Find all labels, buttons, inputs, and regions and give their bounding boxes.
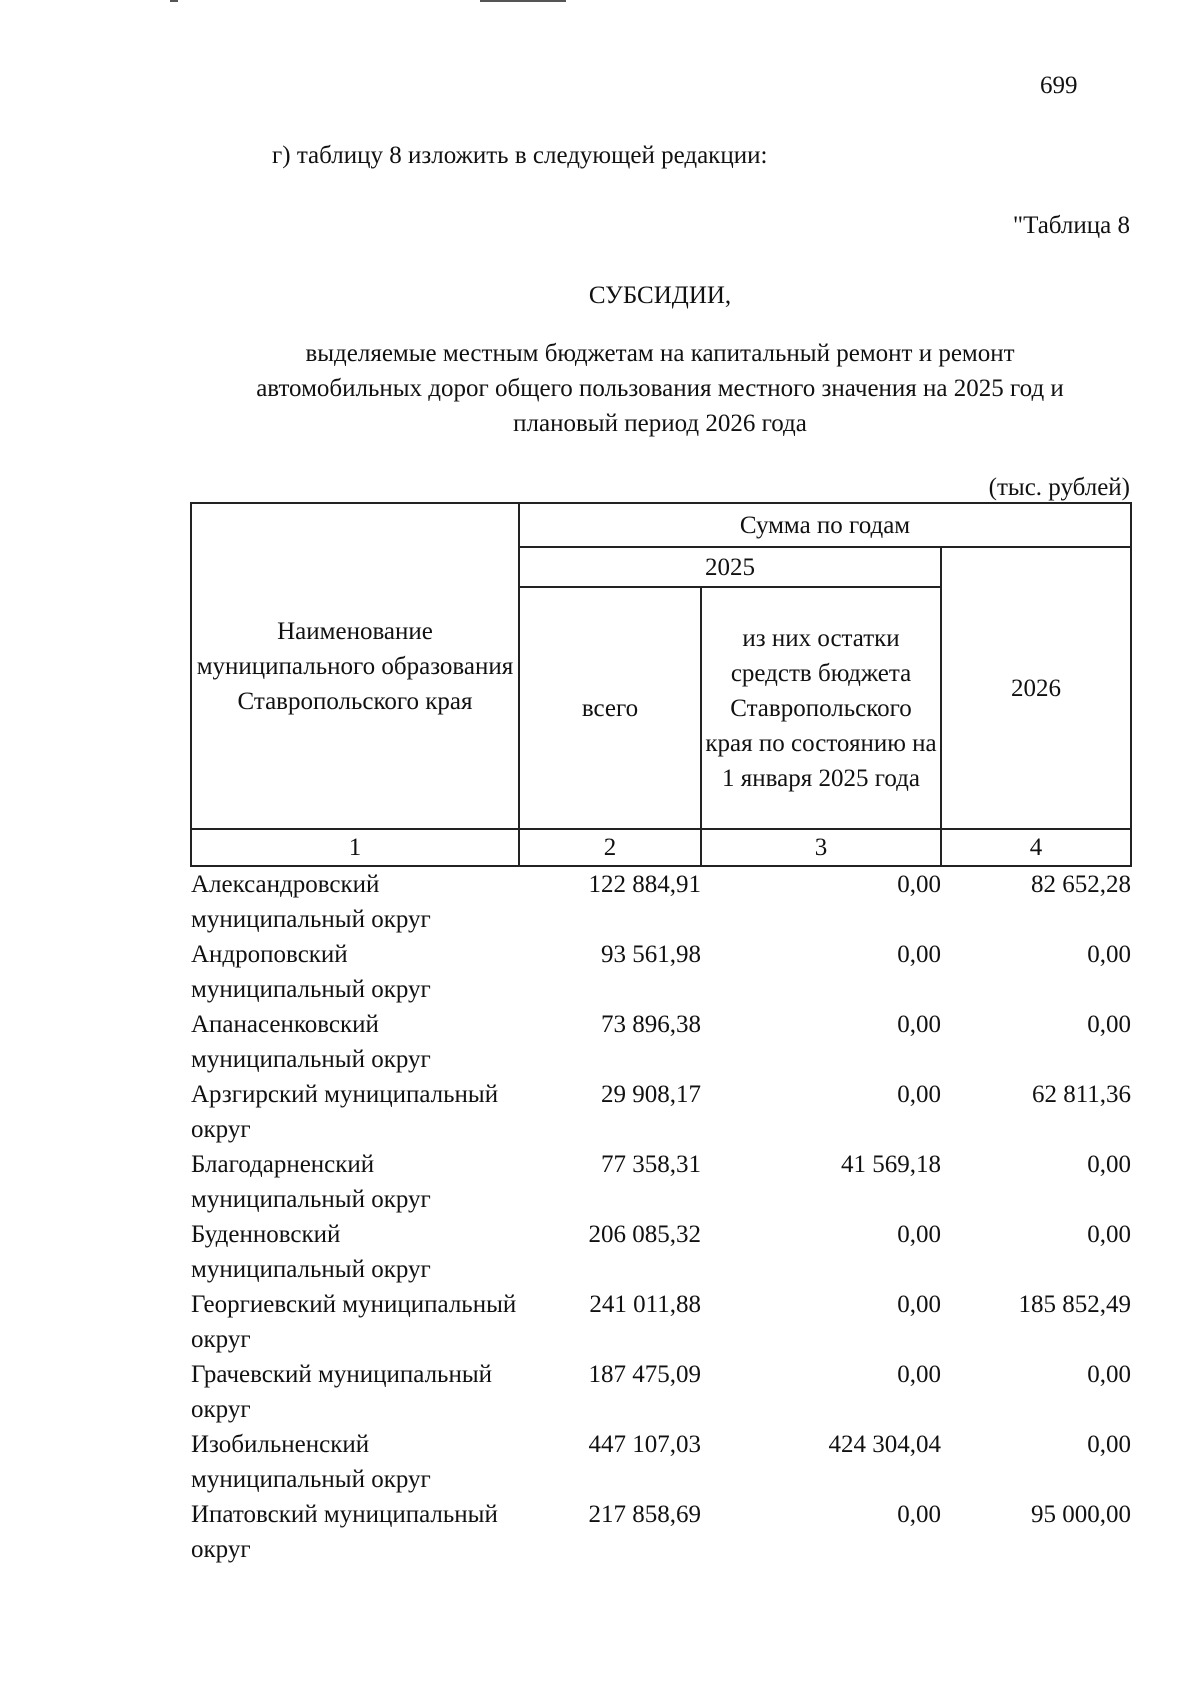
intro-text: г) таблицу 8 изложить в следующей редакции: xyxy=(272,142,768,169)
total-2025: 241 011,88 xyxy=(589,1291,701,1318)
municipality-name: Александровский муниципальный округ xyxy=(191,871,431,933)
total-2025: 29 908,17 xyxy=(601,1081,701,1108)
header-year-2026: 2026 xyxy=(941,547,1131,829)
remainder-2025: 0,00 xyxy=(897,1361,941,1388)
column-number: 3 xyxy=(701,829,941,866)
subtitle-line: выделяемые местным бюджетам на капитальный ремонт и ремонт xyxy=(305,340,1015,367)
value-2026: 0,00 xyxy=(1087,1221,1132,1248)
table-row xyxy=(191,866,1131,937)
value-2026: 82 652,28 xyxy=(1031,871,1132,898)
value-2026: 0,00 xyxy=(1087,1151,1132,1178)
total-2025: 77 358,31 xyxy=(601,1151,701,1178)
header-sum-by-years: Сумма по годам xyxy=(519,503,1131,547)
units-label: (тыс. рублей) xyxy=(988,474,1130,501)
table-row xyxy=(191,1497,1131,1567)
scan-artifact xyxy=(170,0,178,2)
table-row xyxy=(191,937,1131,1007)
remainder-2025: 0,00 xyxy=(897,1221,941,1248)
municipality-name: Буденновский муниципальный округ xyxy=(191,1221,431,1283)
table-row xyxy=(191,1147,1131,1217)
value-2026: 95 000,00 xyxy=(1031,1501,1132,1528)
total-2025: 73 896,38 xyxy=(601,1011,701,1038)
total-2025: 206 085,32 xyxy=(588,1221,701,1248)
remainder-2025: 41 569,18 xyxy=(841,1151,941,1178)
remainder-2025: 0,00 xyxy=(897,871,941,898)
table-row xyxy=(191,1427,1131,1497)
table-label: "Таблица 8 xyxy=(1012,212,1130,239)
table-row xyxy=(191,1357,1131,1427)
table-row xyxy=(191,1217,1131,1287)
page-number: 699 xyxy=(1040,72,1078,99)
municipality-name: Ипатовский муниципальный округ xyxy=(191,1501,498,1563)
value-2026: 0,00 xyxy=(1087,941,1132,968)
municipality-name: Благодарненский муниципальный округ xyxy=(191,1151,431,1213)
value-2026: 185 852,49 xyxy=(1018,1291,1132,1318)
municipality-name: Изобильненский муниципальный округ xyxy=(191,1431,431,1493)
table-row xyxy=(191,1077,1131,1147)
value-2026: 0,00 xyxy=(1087,1011,1132,1038)
document-title: СУБСИДИИ, xyxy=(588,282,732,309)
remainder-2025: 0,00 xyxy=(897,1501,941,1528)
document-subtitle xyxy=(190,336,1130,441)
remainder-2025: 0,00 xyxy=(897,1011,941,1038)
municipality-name: Арзгирский муниципальный округ xyxy=(191,1081,499,1143)
header-name: Наименование муниципального образования Ставропольского края xyxy=(191,503,519,829)
municipality-name: Андроповский муниципальный округ xyxy=(191,941,431,1003)
column-number: 4 xyxy=(941,829,1131,866)
municipality-name: Апанасенковский муниципальный округ xyxy=(191,1011,431,1073)
subtitle-line: плановый период 2026 года xyxy=(513,410,807,437)
subsidies-table xyxy=(190,502,1132,1567)
column-number: 1 xyxy=(191,829,519,866)
municipality-name: Георгиевский муниципальный округ xyxy=(191,1291,517,1353)
value-2026: 0,00 xyxy=(1087,1431,1132,1458)
header-year-2025: 2025 xyxy=(519,547,941,587)
value-2026: 62 811,36 xyxy=(1031,1081,1132,1108)
remainder-2025: 0,00 xyxy=(897,941,941,968)
header-total: всего xyxy=(519,587,701,829)
municipality-name: Грачевский муниципальный округ xyxy=(191,1361,493,1423)
total-2025: 187 475,09 xyxy=(588,1361,701,1388)
remainder-2025: 424 304,04 xyxy=(828,1431,941,1458)
total-2025: 447 107,03 xyxy=(588,1431,701,1458)
value-2026: 0,00 xyxy=(1087,1361,1132,1388)
table-row xyxy=(191,1287,1131,1357)
total-2025: 217 858,69 xyxy=(588,1501,701,1528)
remainder-2025: 0,00 xyxy=(897,1291,941,1318)
header-remainder: из них остатки средств бюджета Ставропольского края по состоянию на 1 января 2025 года xyxy=(701,587,941,829)
column-number: 2 xyxy=(519,829,701,866)
total-2025: 93 561,98 xyxy=(601,941,701,968)
scan-artifact xyxy=(480,0,566,2)
subtitle-line: автомобильных дорог общего пользования местного значения на 2025 год и xyxy=(256,375,1064,402)
total-2025: 122 884,91 xyxy=(588,871,701,898)
table-row xyxy=(191,1007,1131,1077)
remainder-2025: 0,00 xyxy=(897,1081,941,1108)
